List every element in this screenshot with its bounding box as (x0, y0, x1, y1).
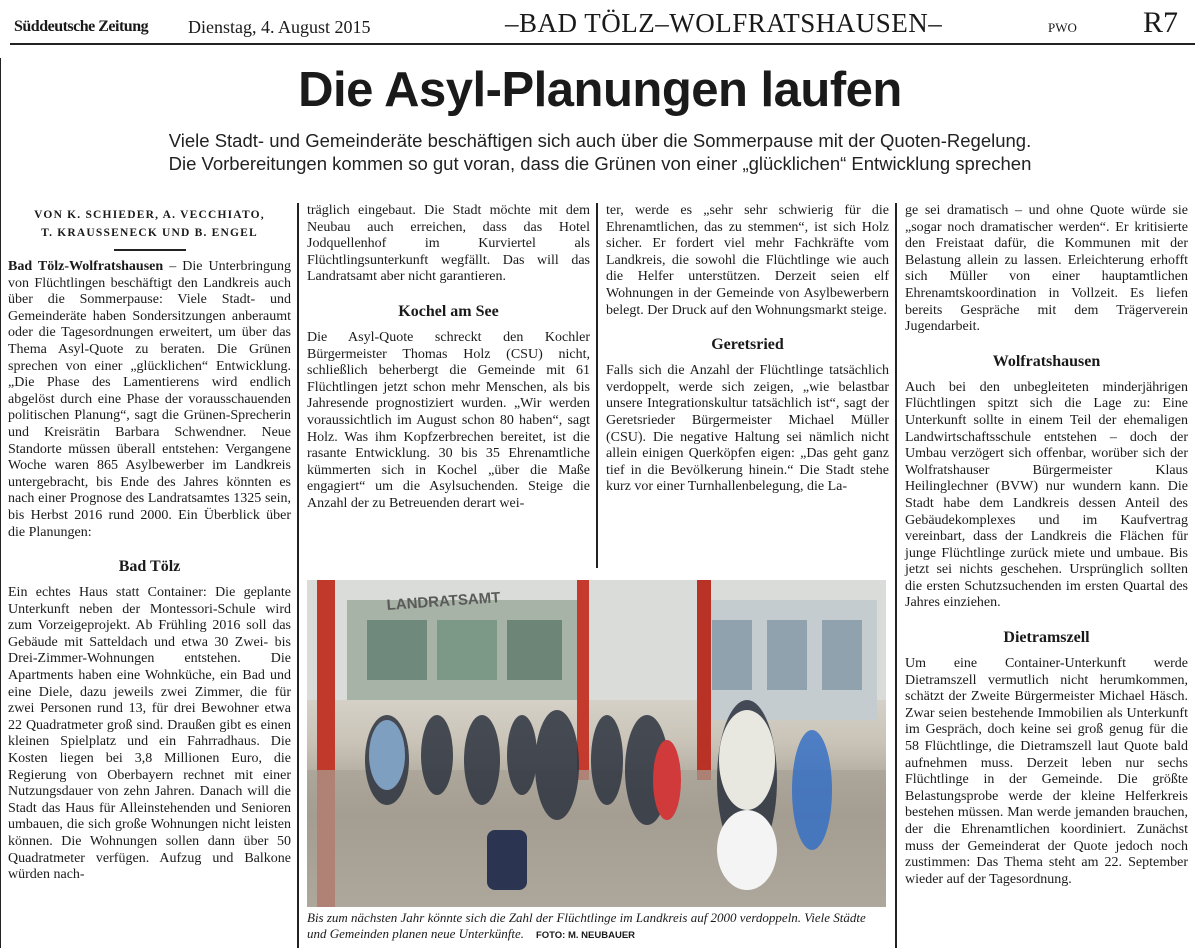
intro-text: – Die Unterbringung von Flüchtlingen beschäftigt den Landkreis auch über die Sommerpause: Viele Stadt- und Gemeinderäte haben Sondersitzungen anberaumt oder die Tagesordnungen erweitert, um über das Thema Asyl-Quote zu beraten. Die Grünen sprechen von einer „glücklichen“ Entwicklung. „Die Phase des Lamentierens wird endlich abgelöst durch eine Phase der vorausschauenden politischen Planung“, sagt die Grünen-Sprecherin und Kreisrätin Barbara Schwendner. Neue Standorte müssen überall entstehen: Vergangene Woche waren 865 Asylbewerber im Landkreis untergebracht, bis Ende des Jahres könnten es nach einer Prognose des Landratsamtes 1325 sein, bis Herbst 2016 rund 2000. Ein Überblick über die Planungen: (8, 259, 291, 540)
edition-code: PWO (1048, 20, 1077, 35)
masthead (0, 0, 1200, 44)
paragraph: ter, werde es „sehr sehr schwierig für die Ehrenamtlichen, das zu stemmen“, ist sich Holz sicher. Er fordert viel mehr Fachkräfte vom Landkreis, die sowohl die Flüchtlinge wie auch die Helfer unterstützen. Derzeit seien elf Wohnungen in der Gemeinde von Asylbewerbern belegt. Der Druck auf den Wohnungsmarkt steige. (606, 203, 889, 318)
page-number: R7 (1143, 6, 1179, 39)
paragraph: Die Asyl-Quote schreckt den Kochler Bürgermeister Thomas Holz (CSU) nicht, schließlich beherbergt die Gemeinde mit 61 Flüchtlingen jetzt schon mehr Menschen, als bis Jahresende prognostiziert wurden. „Wir werden voraussichtlich im August schon 80 haben“, sagt Holz. Was ihm Kopfzerbrechen bereitet, ist die rasante Entwicklung. 30 bis 35 Ehrenamtliche kümmerten sich in Kochel „über die Maße engagiert“ um die Asylsuchenden. Steige die Anzahl der zu Betreuenden derart wei- (307, 329, 590, 511)
news-photo (307, 580, 886, 907)
byline-line: T. KRAUSSENECK UND B. ENGEL (41, 227, 258, 239)
page-edge (0, 58, 1, 948)
paragraph: Falls sich die Anzahl der Flüchtlinge tatsächlich verdoppelt, werde sich zeigen, „wie belastbar unsere Integrationskultur tatsächlich ist“, sagt der Geretsrieder Bürgermeister Michael Müller (CSU). Die negative Haltung sei nämlich nicht allein einigen Querköpfen eigen: „Das geht ganz tief in die Bevölkerung hinein.“ Die Stadt stehe kurz vor einer Turnhallenbelegung, die La- (606, 363, 889, 495)
subhead-line: Die Vorbereitungen kommen so gut voran, dass die Grünen von einer „glücklichen“ Entwicklung sprechen (168, 153, 1032, 174)
section-heading: Wolfratshausen (992, 352, 1101, 370)
byline-rule (114, 249, 186, 251)
section-heading: Dietramszell (1003, 629, 1090, 647)
column-divider (596, 203, 598, 568)
paragraph: Um eine Container-Unterkunft werde Dietramszell vermutlich nicht herumkommen, schätzt der Zweite Bürgermeister Michael Häsch. Zwar seien bestehende Immobilien als Unterkunft im Gespräch, doch keine sei groß genug für die 58 Flüchtlinge, die Dietramszell laut Quote bald aufnehmen muss. Derzeit leben nur sechs Flüchtlinge in der Gemeinde. Die größte Belastungsprobe werde der kleine Helferkreis bestehen müssen. Man werde jemanden brauchen, der die Ehrenamtlichen koordiniert. Zunächst muss der Gemeinderat der Quote jedoch noch zustimmen: Das Thema steht am 22. September wieder auf der Tagesordnung. (905, 656, 1188, 887)
paragraph: Auch bei den unbegleiteten minderjährigen Flüchtlingen spitzt sich die Lage zu: Eine Unterkunft sollte in einem Teil der ehemaligen Landwirtschaftsschule entstehen – doch der Umbau verzögert sich offenbar, worüber sich der Wolfratshauser Bürgermeister Klaus Heilinglechner (BVW) nur wundern kann. Die Stadt habe dem Landkreis dessen Anteil des Gebäudekomplexes und im Kaufvertrag vereinbart, dass der Landkreis die Flächen für junge Flüchtlinge zurück miete und umbaue. Bis jetzt sei nichts geschehen. Ursprünglich sollten die ersten Schutzsuchenden im ersten Quartal des Jahres einziehen. (905, 379, 1188, 611)
headline: Die Asyl-Planungen laufen (298, 63, 902, 117)
dateline: Bad Tölz-Wolfratshausen (8, 259, 164, 274)
column-3 (606, 203, 889, 496)
subhead-line: Viele Stadt- und Gemeinderäte beschäftigen sich auch über die Sommerpause mit der Quoten-Regelung. (168, 130, 1032, 151)
column-2 (307, 203, 590, 513)
section-heading: Geretsried (711, 336, 784, 354)
section-title: –BAD TÖLZ–WOLFRATSHAUSEN– (505, 8, 943, 38)
paragraph: ge sei dramatisch – und ohne Quote würde sie „sogar noch dramatischer werden“. Er kritisierte den Freistaat dafür, die Kommunen mit der Belastung allein zu lassen. Erleichterung erhofft sich Müller von einer hauptamtlichen Ehrenamtskoordination in Vollzeit. Es liefen bereits Gespräche mit dem Trägerverein Jugendarbeit. (905, 203, 1188, 335)
paragraph: träglich eingebaut. Die Stadt möchte mit dem Neubau auch erreichen, dass das Hotel Jodquellenhof im Kurviertel als Flüchtlingsunterkunft wegfällt. Das will das Landratsamt aber nicht garantieren. (307, 203, 590, 285)
byline (8, 206, 291, 242)
article-intro (8, 259, 291, 541)
masthead-rule (10, 43, 1195, 45)
newspaper-logo: Süddeutsche Zeitung (14, 18, 149, 35)
photo-credit: FOTO: M. NEUBAUER (535, 930, 636, 941)
subheadline (0, 129, 1200, 175)
byline-line: VON K. SCHIEDER, A. VECCHIATO, (34, 209, 265, 221)
section-heading: Kochel am See (398, 302, 499, 320)
photo-illustration (307, 580, 886, 907)
column-divider (297, 203, 299, 948)
section-heading: Bad Tölz (118, 558, 181, 576)
issue-date: Dienstag, 4. August 2015 (188, 17, 371, 37)
caption-text: Bis zum nächsten Jahr könnte sich die Zahl der Flüchtlinge im Landkreis auf 2000 verdoppeln. Viele Städte und Gemeinden planen neue Unterkünfte. (307, 910, 866, 941)
photo-caption (307, 910, 886, 944)
paragraph: Ein echtes Haus statt Container: Die geplante Unterkunft neben der Montessori-Schule wird zum Vorzeigeprojekt. Ab Frühling 2016 soll das Gebäude mit Satteldach und etwa 30 Zwei- bis Drei-Zimmer-Wohnungen entstehen. Die Apartments haben eine Wohnküche, ein Bad und eine Diele, dazu jeweils zwei Zimmer, die für zwei Personen rund 13, für drei Bewohner etwa 22 Quadratmeter groß sind. Draußen gibt es einen kleinen Spielplatz und ein Fahrradhaus. Die Kosten liegen bei 3,8 Millionen Euro, die Regierung von Oberbayern rechnet mit einer Nutzungsdauer von zehn Jahren. Danach will die Stadt das Haus für Alleinstehenden und Senioren umbauen, die sich große Wohnungen nicht leisten können. Die Wohnungen sollen dann über 50 Quadratmeter verfügen. Aufzug und Balkone würden nach- (8, 585, 291, 883)
column-divider (895, 203, 897, 948)
column-1 (8, 203, 291, 884)
column-4 (905, 203, 1188, 888)
photo-sign: LANDRATSAMT (386, 589, 501, 614)
